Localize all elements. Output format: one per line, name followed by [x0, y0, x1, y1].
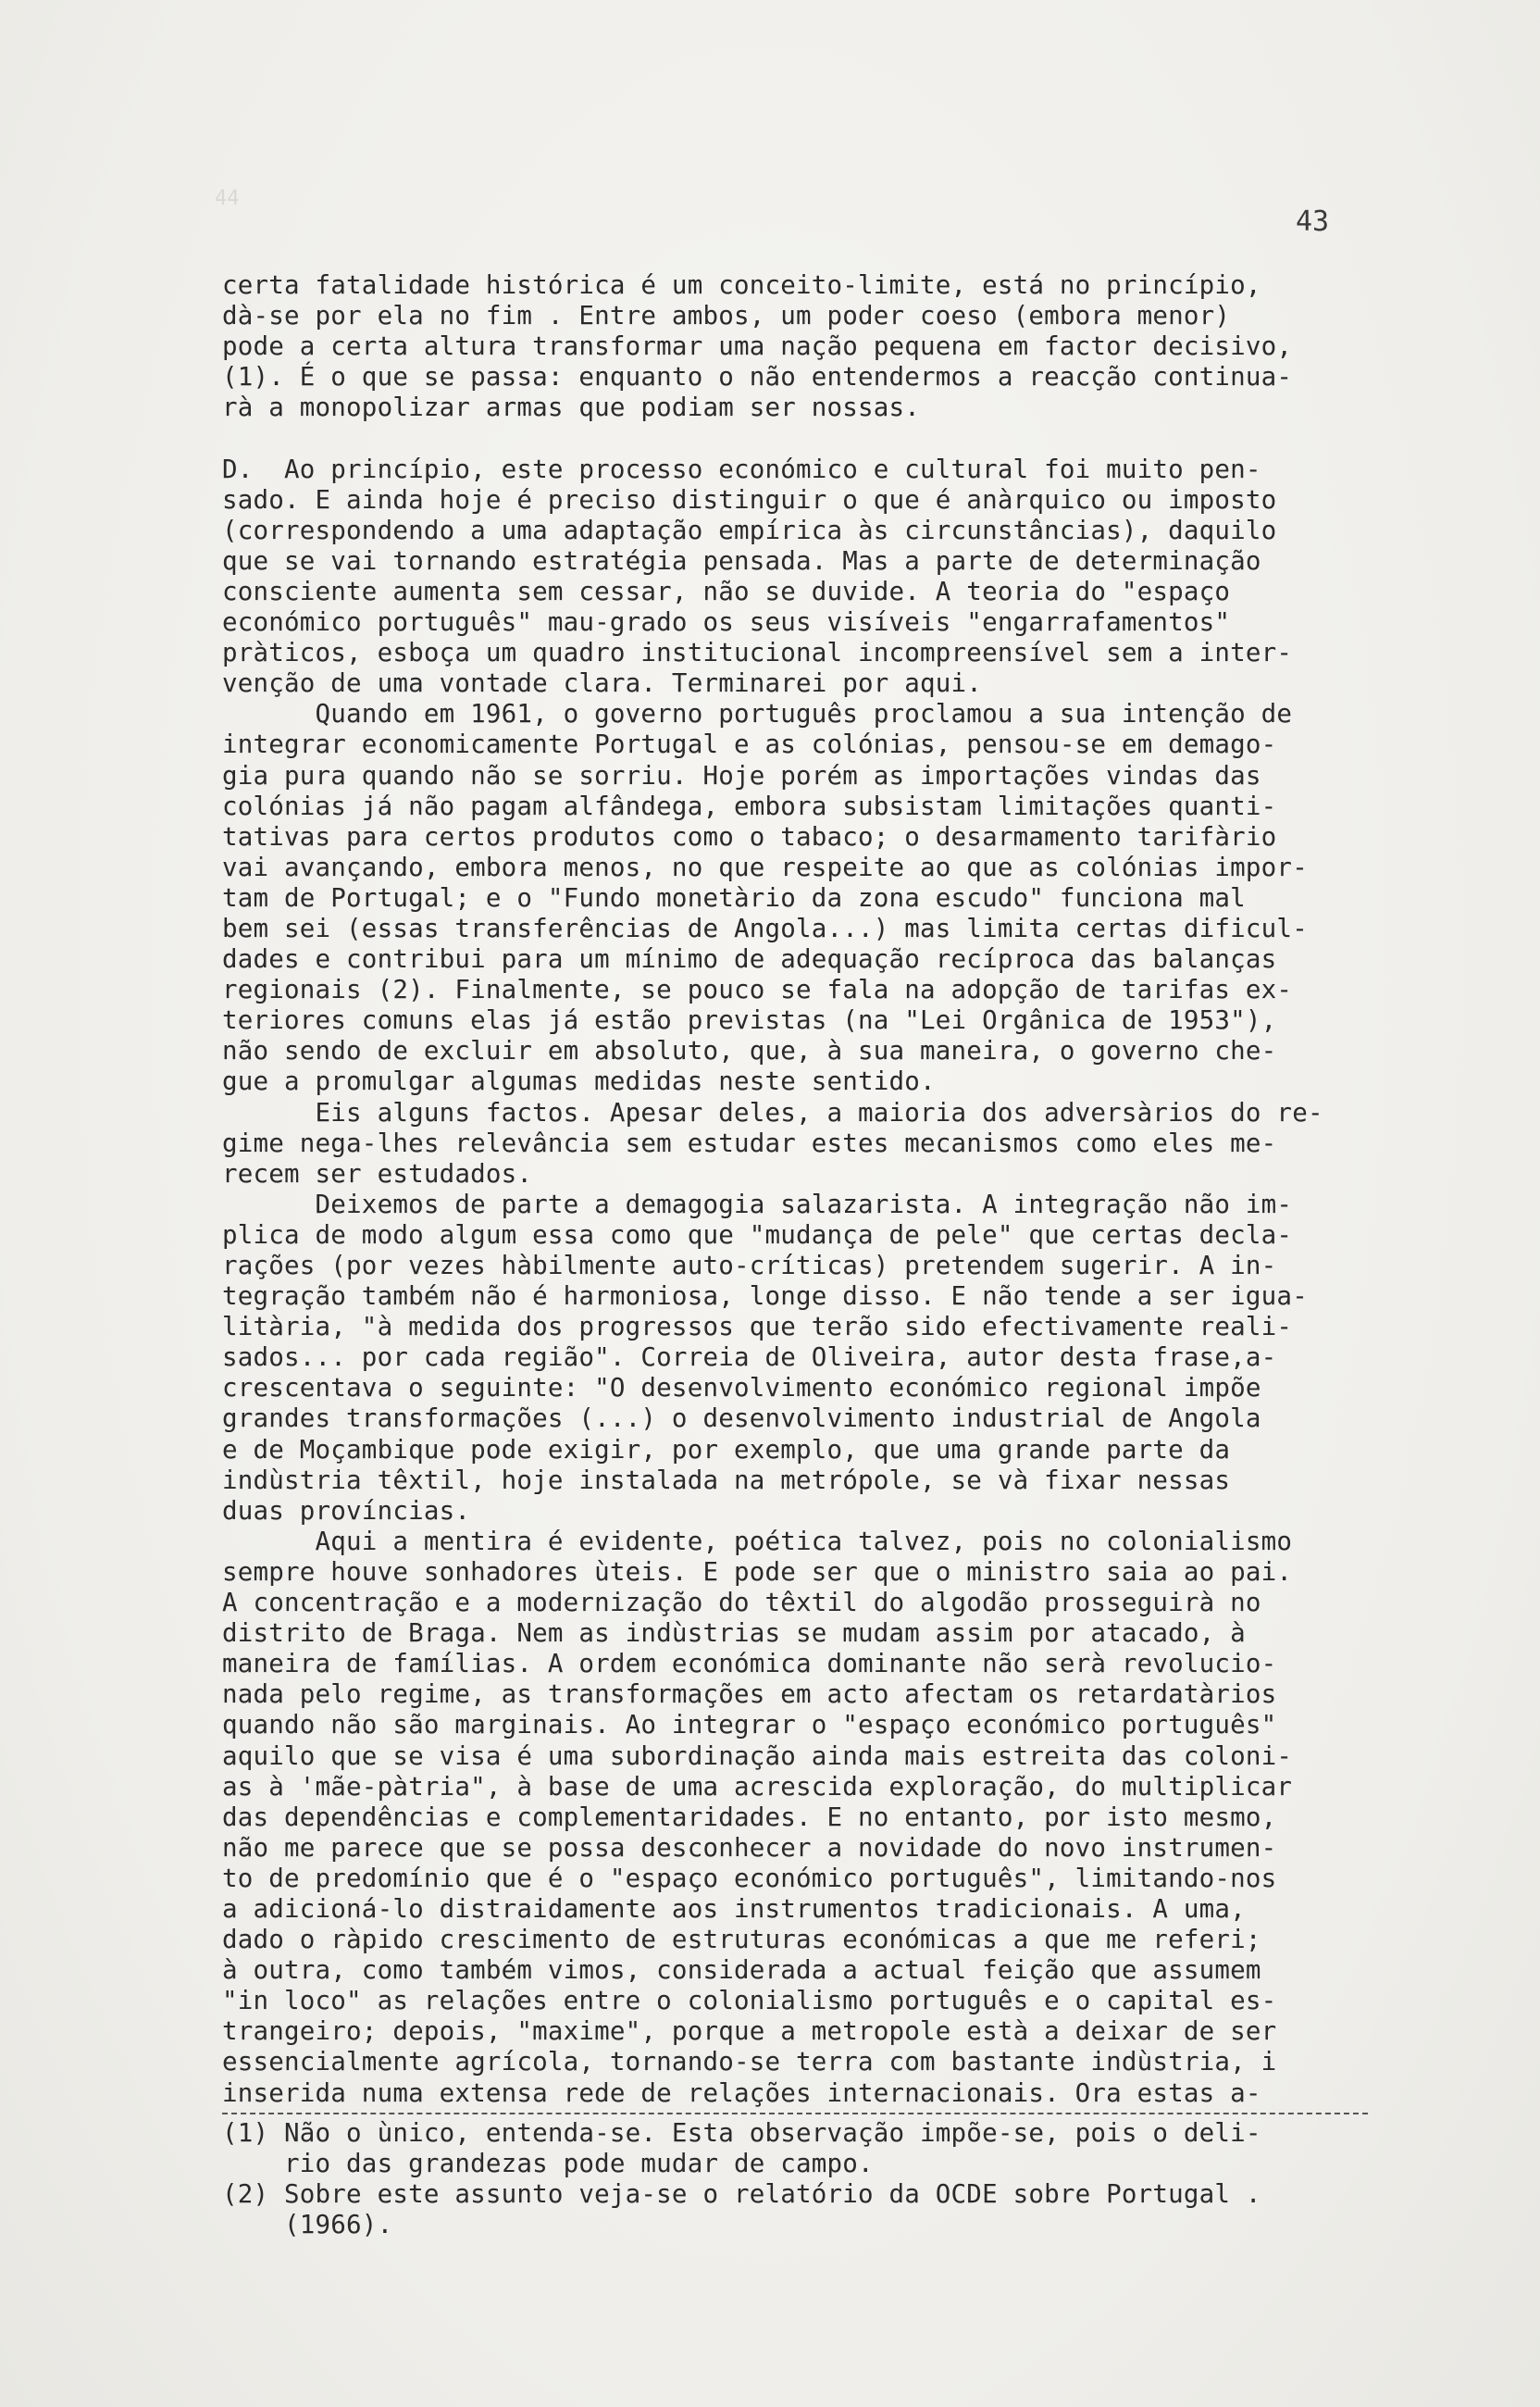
body-line: colónias já não pagam alfândega, embora subsistam limitações quanti-: [222, 791, 1277, 821]
body-line: quando não são marginais. Ao integrar o "espaço económico português": [222, 1710, 1277, 1740]
body-line: dà-se por ela no fim . Entre ambos, um poder coeso (embora menor): [222, 301, 1231, 331]
body-line: pràticos, esboça um quadro institucional incompreensível sem a inter-: [222, 638, 1293, 668]
body-line: "in loco" as relações entre o colonialismo português e o capital es-: [222, 1986, 1277, 2016]
body-line: gime nega-lhes relevância sem estudar estes mecanismos como eles me-: [222, 1128, 1277, 1158]
body-line: distrito de Braga. Nem as indùstrias se mudam assim por atacado, à: [222, 1618, 1246, 1649]
body-line: to de predomínio que é o "espaço económico português", limitando-nos: [222, 1863, 1277, 1893]
body-line: duas províncias.: [222, 1495, 471, 1526]
body-line: (correspondendo a uma adaptação empírica às circunstâncias), daquilo: [222, 515, 1277, 545]
body-line: A concentração e a modernização do têxtil do algodão prosseguirà no: [222, 1588, 1261, 1618]
body-line: Deixemos de parte a demagogia salazarista. A integração não im-: [222, 1189, 1293, 1219]
body-line: recem ser estudados.: [222, 1158, 533, 1189]
body-line: rà a monopolizar armas que podiam ser nossas.: [222, 393, 921, 423]
body-line: venção de uma vontade clara. Terminarei por aqui.: [222, 668, 983, 699]
body-line: dades e contribui para um mínimo de adequação recíproca das balanças: [222, 944, 1277, 975]
body-line: das dependências e complementaridades. E no entanto, por isto mesmo,: [222, 1802, 1277, 1832]
body-line: dado o ràpido crescimento de estruturas económicas a que me referi;: [222, 1925, 1261, 1955]
body-line: tegração também não é harmoniosa, longe disso. E não tende a ser igua-: [222, 1281, 1308, 1312]
body-line: essencialmente agrícola, tornando-se terra com bastante indùstria, i: [222, 2047, 1277, 2077]
body-text: [222, 270, 1425, 2240]
body-line: Eis alguns factos. Apesar deles, a maioria dos adversàrios do re-: [222, 1097, 1323, 1128]
body-line: não me parece que se possa desconhecer a novidade do novo instrumen-: [222, 1832, 1277, 1863]
body-line: grandes transformações (...) o desenvolvimento industrial de Angola: [222, 1403, 1261, 1434]
body-line: integrar economicamente Portugal e as colónias, pensou-se em demago-: [222, 730, 1277, 760]
body-line: trangeiro; depois, "maxime", porque a metropole està a deixar de ser: [222, 2016, 1277, 2047]
footnote-line: (1966).: [222, 2209, 393, 2239]
footnote-line: (2) Sobre este assunto veja-se o relatório da OCDE sobre Portugal .: [222, 2178, 1261, 2209]
body-line: nada pelo regime, as transformações em acto afectam os retardatàrios: [222, 1679, 1277, 1710]
body-line: gia pura quando não se sorriu. Hoje porém as importações vindas das: [222, 760, 1261, 791]
body-line: não sendo de excluir em absoluto, que, à sua maneira, o governo che-: [222, 1036, 1277, 1066]
body-line: D. Ao princípio, este processo económico e cultural foi muito pen-: [222, 454, 1261, 484]
body-line: e de Moçambique pode exigir, por exemplo, que uma grande parte da: [222, 1434, 1231, 1465]
body-line: teriores comuns elas já estão previstas (na "Lei Orgânica de 1953"),: [222, 1005, 1277, 1036]
body-line: indùstria têxtil, hoje instalada na metrópole, se và fixar nessas: [222, 1465, 1231, 1495]
body-line: vai avançando, embora menos, no que respeite ao que as colónias impor-: [222, 852, 1308, 882]
body-line: (1). É o que se passa: enquanto o não entendermos a reacção continua-: [222, 362, 1293, 393]
body-line: sado. E ainda hoje é preciso distinguir o que é anàrquico ou imposto: [222, 484, 1277, 515]
body-line: sempre houve sonhadores ùteis. E pode ser que o ministro saia ao pai.: [222, 1556, 1293, 1587]
body-line: maneira de famílias. A ordem económica dominante não serà revolucio-: [222, 1649, 1277, 1679]
faint-page-mark: 44: [215, 187, 240, 210]
body-line: a adicioná-lo distraidamente aos instrumentos tradicionais. A uma,: [222, 1893, 1246, 1924]
body-line: rações (por vezes hàbilmente auto-críticas) pretendem sugerir. A in-: [222, 1251, 1277, 1280]
body-line: gue a promulgar algumas medidas neste sentido.: [222, 1066, 936, 1097]
body-line: inserida numa extensa rede de relações internacionais. Ora estas a-: [222, 2077, 1261, 2108]
body-line: certa fatalidade histórica é um conceito-limite, está no princípio,: [222, 270, 1261, 300]
body-line: consciente aumenta sem cessar, não se duvide. A teoria do "espaço: [222, 576, 1231, 606]
body-line: litària, "à medida dos progressos que terão sido efectivamente reali-: [222, 1312, 1293, 1342]
body-line: Quando em 1961, o governo português proclamou a sua intenção de: [222, 699, 1293, 730]
footnote-separator: [222, 2113, 1368, 2114]
footnote-line: rio das grandezas pode mudar de campo.: [222, 2148, 874, 2178]
body-line: plica de modo algum essa como que "mudança de pele" que certas decla-: [222, 1219, 1293, 1250]
body-line: à outra, como também vimos, considerada a actual feição que assumem: [222, 1955, 1261, 1986]
footnote-line: (1) Não o ùnico, entenda-se. Esta observação impõe-se, pois o deli-: [222, 2117, 1261, 2148]
body-line: tam de Portugal; e o "Fundo monetàrio da zona escudo" funciona mal: [222, 882, 1246, 913]
body-line: tativas para certos produtos como o tabaco; o desarmamento tarifàrio: [222, 821, 1277, 852]
body-line: as à 'mãe-pàtria", à base de uma acrescida exploração, do multiplicar: [222, 1771, 1293, 1802]
body-line: crescentava o seguinte: "O desenvolvimento económico regional impõe: [222, 1373, 1261, 1403]
body-line: regionais (2). Finalmente, se pouco se fala na adopção de tarifas ex-: [222, 975, 1293, 1005]
body-line: Aqui a mentira é evidente, poética talvez, pois no colonialismo: [222, 1526, 1293, 1556]
body-line: aquilo que se visa é uma subordinação ainda mais estreita das coloni-: [222, 1740, 1293, 1771]
body-line: sados... por cada região". Correia de Oliveira, autor desta frase,a-: [222, 1342, 1277, 1373]
body-line: pode a certa altura transformar uma nação pequena em factor decisivo,: [222, 331, 1293, 362]
body-line: económico português" mau-grado os seus visíveis "engarrafamentos": [222, 607, 1231, 638]
body-line: bem sei (essas transferências de Angola...) mas limita certas dificul-: [222, 913, 1308, 943]
blank-line: [222, 423, 1425, 454]
page-number: 43: [1296, 206, 1330, 238]
body-line: que se vai tornando estratégia pensada. Mas a parte de determinação: [222, 545, 1261, 576]
